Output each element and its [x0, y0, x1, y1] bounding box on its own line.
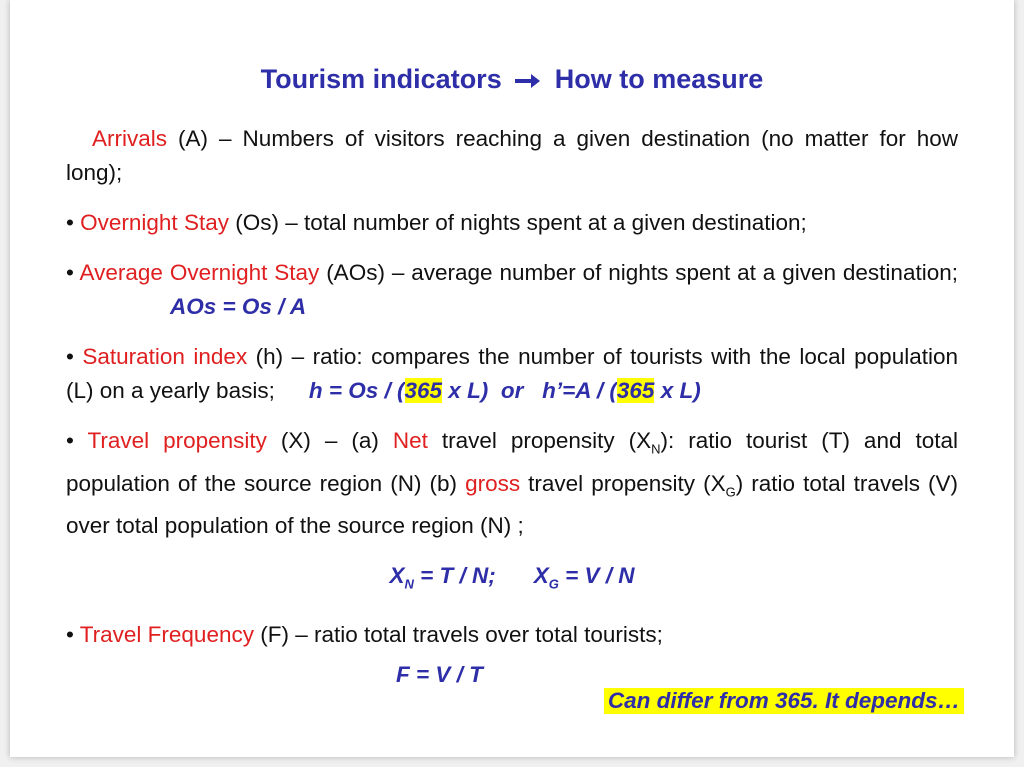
- arrivals-text: (A) – Numbers of visitors reaching a given destination (no matter for how long);: [66, 126, 958, 185]
- highlight-365: 365: [404, 378, 443, 403]
- propensity-text: ): ratio tourist (T) and total population of the source region (N) (b): [66, 428, 958, 496]
- bullet: •: [66, 260, 80, 285]
- frequency-text: (F) – ratio total travels over total tourists;: [253, 621, 663, 647]
- bullet: •: [66, 428, 88, 453]
- gross-term: gross: [465, 470, 521, 496]
- arrivals-paragraph: [66, 122, 958, 190]
- avg-overnight-formula: AOs = Os / A: [170, 294, 307, 319]
- saturation-term: Saturation index: [82, 344, 248, 369]
- saturation-paragraph: [66, 340, 958, 408]
- slide: [10, 0, 1014, 757]
- right-arrow-icon: [509, 64, 555, 94]
- propensity-text: travel propensity (X: [427, 428, 652, 453]
- propensity-formula: $X_N = T / N$; $X_G = V / N$: [389, 563, 635, 592]
- subscript-g: G: [725, 484, 736, 499]
- avg-overnight-text: (AOs) – average number of nights spent at a given destination;: [319, 260, 958, 285]
- bullet: •: [66, 344, 83, 369]
- saturation-formula-1: h = Os / (365 x L): [308, 378, 489, 403]
- avg-overnight-term: Average Overnight Stay: [79, 260, 320, 285]
- propensity-paragraph: [66, 424, 958, 543]
- frequency-formula: F = V / T: [396, 661, 483, 687]
- frequency-paragraph: [66, 618, 958, 652]
- overnight-paragraph: [66, 206, 958, 240]
- or-text: or: [500, 378, 524, 403]
- propensity-text: ) ratio total travels (V) over total population of the source region (N) ;: [66, 470, 958, 538]
- highlight-365: 365: [616, 378, 655, 403]
- slide-title: [10, 64, 1014, 95]
- net-term: Net: [392, 428, 428, 453]
- propensity-text: (X) – (a): [266, 428, 393, 453]
- slide-body: [66, 122, 958, 708]
- highlighted-note: Can differ from 365. It depends…: [604, 688, 964, 714]
- saturation-text: (h) – ratio: compares the number of tourists with the local population (L) on a yearly basis;: [66, 344, 958, 403]
- avg-overnight-paragraph: [66, 256, 958, 324]
- propensity-text: travel propensity (X: [520, 470, 726, 496]
- title-right: How to measure: [554, 64, 764, 94]
- bullet: •: [66, 210, 81, 235]
- overnight-term: Overnight Stay: [80, 210, 229, 235]
- title-left: Tourism indicators: [260, 64, 502, 94]
- propensity-term: Travel propensity: [87, 428, 267, 453]
- frequency-term: Travel Frequency: [79, 621, 254, 647]
- overnight-text: (Os) – total number of nights spent at a given destination;: [228, 210, 807, 235]
- arrivals-term: Arrivals: [92, 126, 168, 151]
- bullet: •: [66, 621, 80, 647]
- saturation-formula-2: h’=A / (365 x L): [542, 378, 701, 403]
- subscript-n: N: [651, 441, 661, 457]
